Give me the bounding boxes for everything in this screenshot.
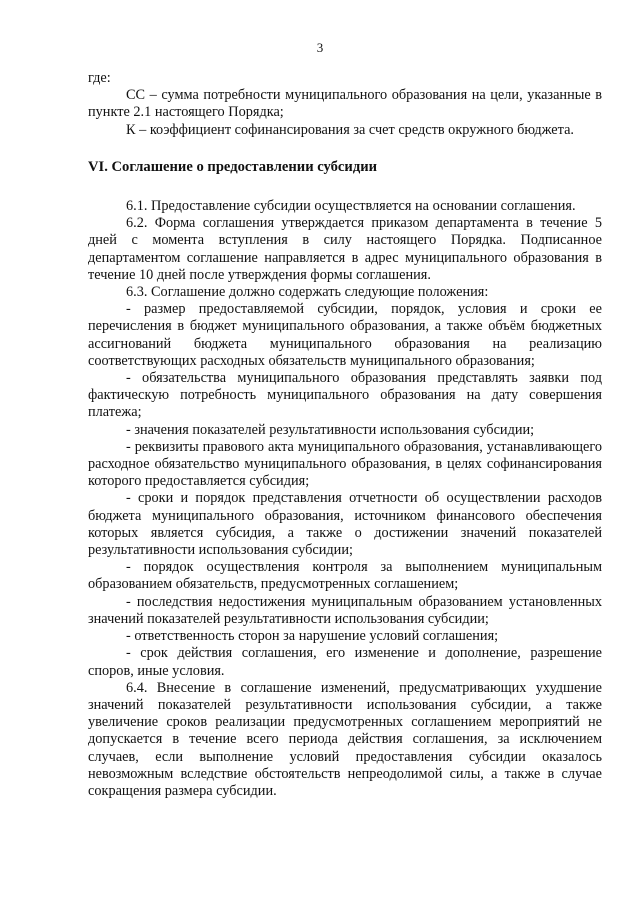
- cc-definition: СС – сумма потребности муниципального образования на цели, указанные в пункте 2.1 настоящего Порядка;: [88, 87, 602, 121]
- provision-item: - порядок осуществления контроля за выполнением муниципальным образованием обязательств, предусмотренных соглашением;: [88, 559, 602, 593]
- page-number: 3: [316, 40, 324, 55]
- provision-item: - сроки и порядок представления отчетности об осуществлении расходов бюджета муниципального образования, источником финансового обеспечения которых является субсидия, а также о достижении значений показателей результативности использования субсидии;: [88, 490, 602, 559]
- provision-item: - срок действия соглашения, его изменение и дополнение, разрешение споров, иные условия.: [88, 645, 602, 679]
- provision-item: - ответственность сторон за нарушение условий соглашения;: [126, 628, 499, 645]
- paragraph-6-1: 6.1. Предоставление субсидии осуществляется на основании соглашения.: [126, 198, 576, 215]
- section-title: VI. Соглашение о предоставлении субсидии: [88, 158, 378, 175]
- provision-item: - значения показателей результативности использования субсидии;: [126, 421, 535, 438]
- paragraph-6-3: 6.3. Соглашение должно содержать следующие положения:: [126, 284, 489, 301]
- document-body: [88, 70, 602, 800]
- provision-item: - обязательства муниципального образования представлять заявки под фактическую потребность муниципального образования на дату совершения платежа;: [88, 370, 602, 421]
- provision-item: - реквизиты правового акта муниципального образования, устанавливающего расходное обязательство муниципального образования, в целях софинансирования которого предоставляется субсидия;: [88, 438, 602, 490]
- provision-item: - размер предоставляемой субсидии, порядок, условия и сроки ее перечисления в бюджет муниципального образования, а также объём бюджетных ассигнований бюджета муниципального образования на реализацию соответствующих расходных обязательств муниципального образования;: [88, 301, 602, 369]
- k-definition: К – коэффициент софинансирования за счет средств окружного бюджета.: [126, 121, 574, 138]
- paragraph-6-4: 6.4. Внесение в соглашение изменений, предусматривающих ухудшение значений показателей результативности использования субсидии, а также увеличение сроков реализации предусмотренных соглашением мероприятий не допускается в течение всего периода действия соглашения, за исключением случаев, если выполнение условий предоставления субсидии оказалось невозможным вследствие обстоятельств непреодолимой силы, а также в случае сокращения размера субсидии.: [88, 679, 602, 799]
- provision-item: - последствия недостижения муниципальным образованием установленных значений показателей результативности использования субсидии;: [88, 593, 602, 627]
- paragraph-6-2: 6.2. Форма соглашения утверждается приказом департамента в течение 5 дней с момента вступления в силу настоящего Порядка. Подписанное департаментом соглашение направляется в адрес муниципального образования в течение 10 дней после утверждения формы соглашения.: [88, 215, 602, 283]
- where-label: где:: [88, 70, 111, 86]
